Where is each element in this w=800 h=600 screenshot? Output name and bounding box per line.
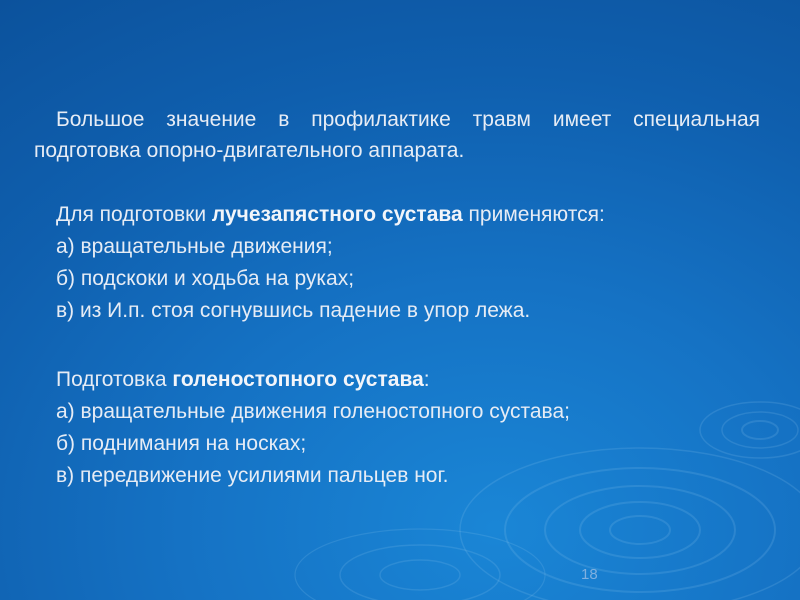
wrist-heading (56, 199, 605, 231)
wrist-heading-post: применяются: (462, 203, 605, 226)
ankle-item-a: а) вращательные движения голеностопного сустава; (56, 400, 570, 423)
wrist-section (56, 199, 605, 327)
slide-number: 18 (581, 566, 598, 583)
intro-text: Большое значение в профилактике травм имеет специальная подготовка опорно-двигательного аппарата. (34, 108, 760, 162)
wrist-heading-pre: Для подготовки (56, 203, 212, 226)
wrist-item-b: б) подскоки и ходьба на руках; (56, 267, 355, 290)
wrist-heading-bold: лучезапястного сустава (211, 203, 463, 226)
wrist-item-c: в) из И.п. стоя согнувшись падение в упор лежа. (56, 299, 531, 322)
ankle-item-b: б) поднимания на носках; (56, 432, 307, 455)
ankle-heading-bold: голеностопного сустава (172, 368, 424, 391)
intro-paragraph (34, 104, 760, 166)
ankle-heading (56, 364, 570, 396)
ankle-section (56, 364, 570, 492)
ankle-item-c: в) передвижение усилиями пальцев ног. (56, 464, 449, 487)
ankle-heading-post: : (423, 368, 430, 391)
ankle-heading-pre: Подготовка (56, 368, 173, 391)
wrist-item-a: а) вращательные движения; (56, 235, 333, 258)
